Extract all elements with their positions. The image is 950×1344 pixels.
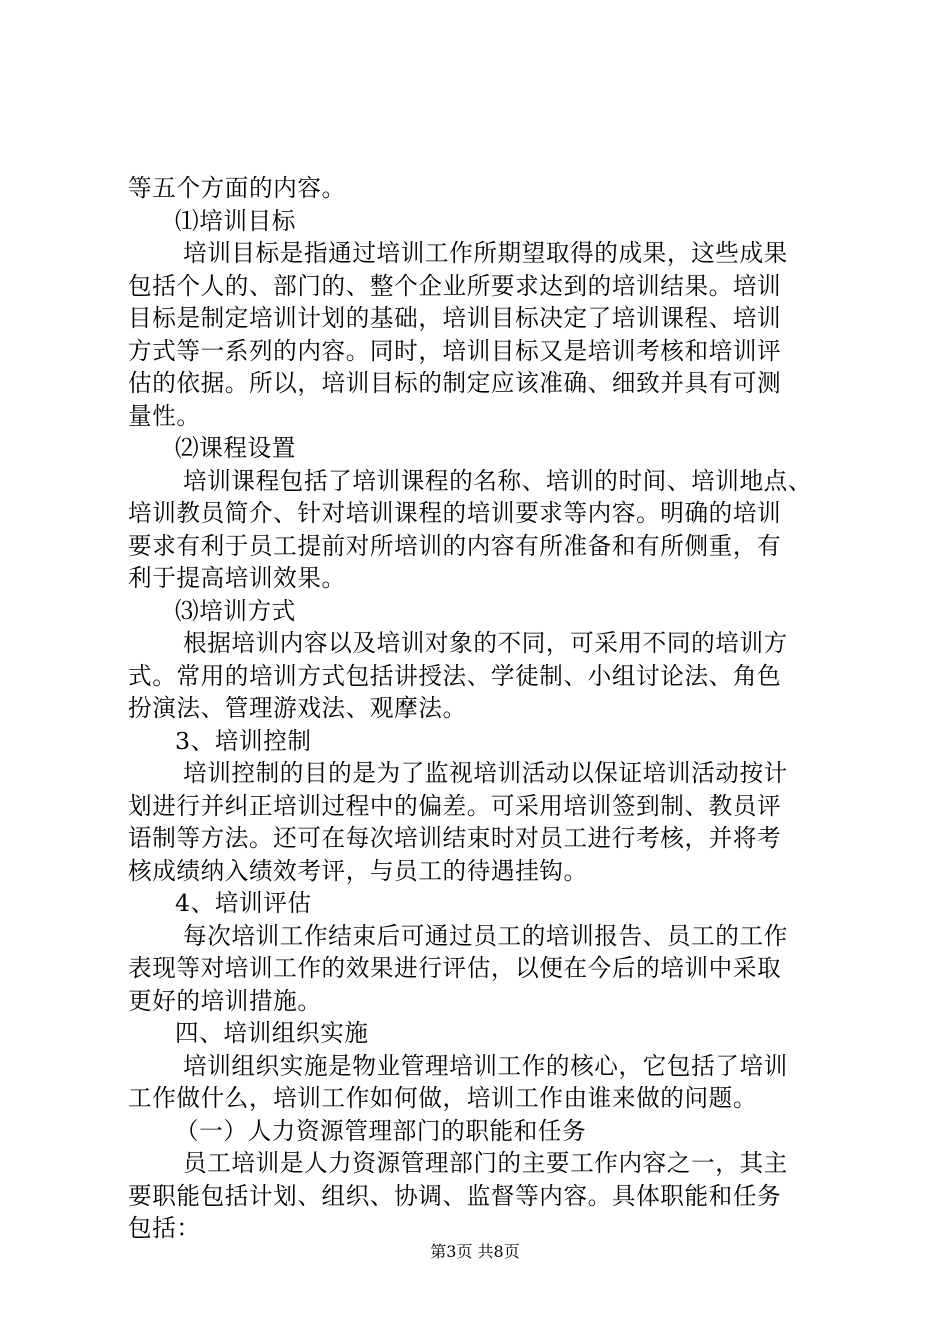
text-line: 更好的培训措施。 [128, 986, 322, 1015]
document-body [128, 172, 830, 1245]
text-line: 语制等方法。还可在每次培训结束时对员工进行考核，并将考 [128, 824, 782, 852]
text-line: 包括： [128, 1214, 201, 1242]
paragraph-first-line: 每次培训工作结束后可通过员工的培训报告、员工的工作 [183, 921, 788, 950]
page-footer [0, 1242, 950, 1262]
paragraph-first-line: 员工培训是人力资源管理部门的主要工作内容之一，其主 [183, 1149, 788, 1177]
paragraph-first-line: 培训组织实施是物业管理培训工作的核心，它包括了培训 [183, 1051, 788, 1080]
paragraph-first-line: 培训目标是指通过培训工作所期望取得的成果，这些成果 [183, 239, 788, 267]
text-line: 培训教员简介、针对培训课程的培训要求等内容。明确的培训 [128, 499, 782, 527]
section-heading: 3、培训控制 [175, 726, 312, 755]
text-line: 式。常用的培训方式包括讲授法、学徒制、小组讨论法、角色 [128, 661, 782, 690]
text-line: 工作做什么，培训工作如何做，培训工作由谁来做的问题。 [128, 1084, 758, 1112]
text-line: 目标是制定培训计划的基础，培训目标决定了培训课程、培训 [128, 304, 782, 332]
text-line: 划进行并纠正培训过程中的偏差。可采用培训签到制、教员评 [128, 791, 782, 820]
text-line: 表现等对培训工作的效果进行评估，以便在今后的培训中采取 [128, 954, 782, 982]
section-heading: ⑴培训目标 [175, 206, 296, 235]
text-line: 包括个人的、部门的、整个企业所要求达到的培训结果。培训 [128, 271, 782, 300]
text-line: 要职能包括计划、组织、协调、监督等内容。具体职能和任务 [128, 1181, 782, 1210]
page-number: 第3页 共8页 [430, 1242, 520, 1261]
section-heading: ⑵课程设置 [175, 434, 296, 462]
paragraph-first-line: 培训控制的目的是为了监视培训活动以保证培训活动按计 [183, 759, 788, 787]
text-line: 利于提高培训效果。 [128, 564, 346, 592]
text-line: 估的依据。所以，培训目标的制定应该准确、细致并具有可测 [128, 369, 782, 397]
text-line: 方式等一系列的内容。同时，培训目标又是培训考核和培训评 [128, 336, 782, 365]
paragraph-first-line: 根据培训内容以及培训对象的不同，可采用不同的培训方 [183, 629, 788, 657]
section-heading: 四、培训组织实施 [175, 1019, 369, 1047]
text-line: 要求有利于员工提前对所培训的内容有所准备和有所侧重，有 [128, 531, 782, 560]
text-line: 量性。 [128, 401, 201, 430]
section-heading: ⑶培训方式 [175, 596, 296, 625]
text-line: 等五个方面的内容。 [128, 174, 346, 202]
section-heading: （一）人力资源管理部门的职能和任务 [175, 1116, 587, 1145]
text-line: 扮演法、管理游戏法、观摩法。 [128, 694, 467, 722]
text-line: 核成绩纳入绩效考评，与员工的待遇挂钩。 [128, 856, 588, 885]
paragraph-first-line: 培训课程包括了培训课程的名称、培训的时间、培训地点、 [183, 466, 813, 495]
section-heading: 4、培训评估 [175, 889, 312, 917]
